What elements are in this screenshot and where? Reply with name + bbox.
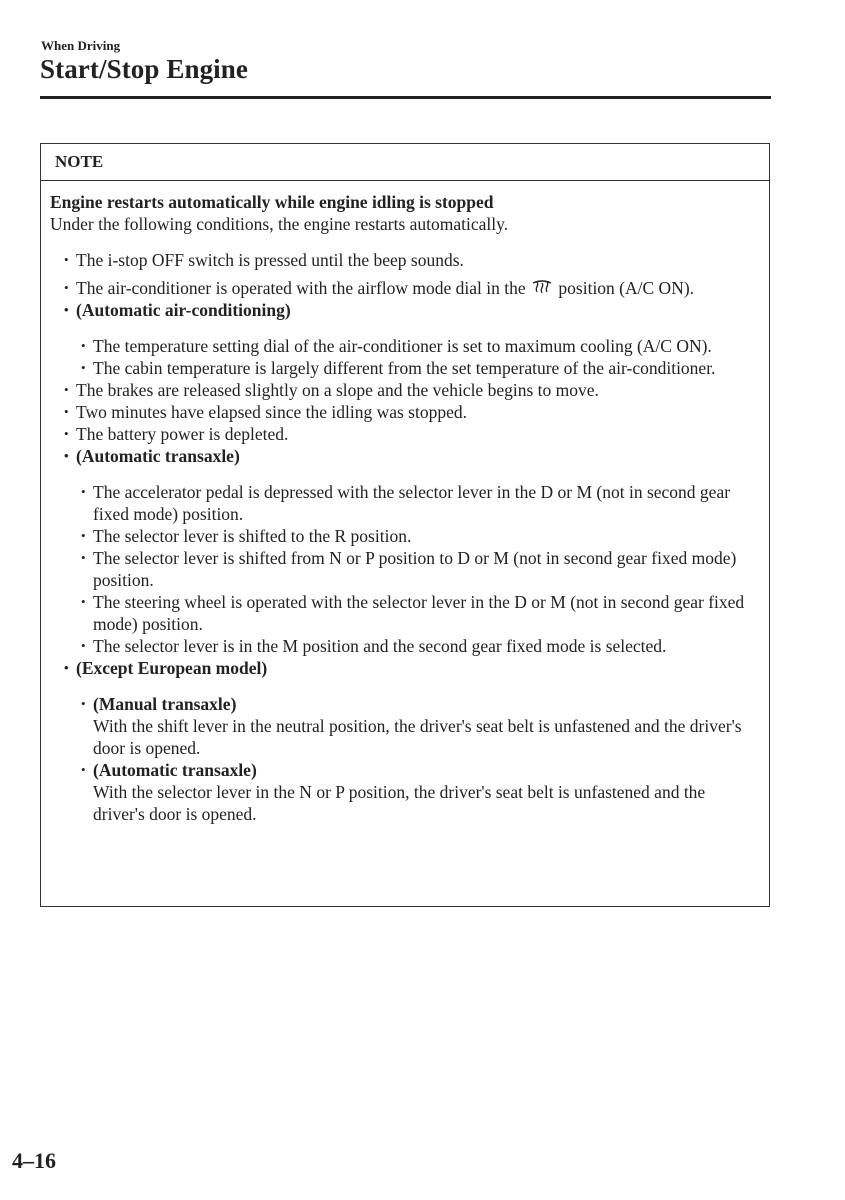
page-title: Start/Stop Engine <box>40 54 248 84</box>
sub-list-item: • The temperature setting dial of the air-conditioner is set to maximum cooling (A/C ON). <box>81 336 712 356</box>
sub-list-item: • (Automatic transaxle) With the selector lever in the N or P position, the driver's seat belt is unfastened and the driver's door is opened. <box>81 760 706 824</box>
bullet: • <box>81 638 86 653</box>
section-label: When Driving <box>41 38 121 53</box>
bullet: • <box>81 594 86 609</box>
bullet: • <box>64 660 69 675</box>
bullet: • <box>81 550 86 565</box>
sub-list-item: • (Manual transaxle) With the shift lever in the neutral position, the driver's seat belt is unfastened and the driver's door is opened. <box>81 694 742 758</box>
windshield-defroster-icon <box>530 278 554 296</box>
note-box <box>40 143 770 907</box>
bullet: • <box>81 338 86 353</box>
list-item: • (Automatic transaxle) <box>64 446 240 466</box>
bullet: • <box>64 252 69 267</box>
note-label: NOTE <box>41 144 769 181</box>
bullet: • <box>64 426 69 441</box>
bullet: • <box>64 382 69 397</box>
note-body <box>41 181 769 825</box>
bullet: • <box>81 762 86 777</box>
list-item: • The air-conditioner is operated with the airflow mode dial in the position (A/C ON). <box>64 278 695 298</box>
page-number: 4–16 <box>12 1148 56 1173</box>
list-item: • The i-stop OFF switch is pressed until the beep sounds. <box>64 250 464 270</box>
sub-list-item: • The accelerator pedal is depressed with the selector lever in the D or M (not in second gear fixed mode) position. <box>81 482 731 524</box>
bullet: • <box>81 360 86 375</box>
list-item: • (Automatic air-conditioning) <box>64 300 291 320</box>
note-heading: Engine restarts automatically while engine idling is stopped <box>50 192 494 212</box>
sub-list-item: • The selector lever is shifted from N or P position to D or M (not in second gear fixed mode) position. <box>81 548 737 590</box>
list-item: • The brakes are released slightly on a slope and the vehicle begins to move. <box>64 380 599 400</box>
list-item: • (Except European model) <box>64 658 268 678</box>
title-rule <box>40 96 771 99</box>
sub-list-item: • The steering wheel is operated with the selector lever in the D or M (not in second gear fixed mode) position. <box>81 592 745 634</box>
bullet: • <box>64 404 69 419</box>
bullet: • <box>81 696 86 711</box>
bullet: • <box>81 484 86 499</box>
sub-list-item: • The cabin temperature is largely different from the set temperature of the air-conditioner. <box>81 358 716 378</box>
bullet: • <box>64 280 69 295</box>
list-item: • The battery power is depleted. <box>64 424 289 444</box>
bullet: • <box>64 302 69 317</box>
sub-list-item: • The selector lever is shifted to the R position. <box>81 526 412 546</box>
note-intro: Under the following conditions, the engine restarts automatically. <box>50 214 509 234</box>
bullet: • <box>81 528 86 543</box>
list-item: • Two minutes have elapsed since the idling was stopped. <box>64 402 467 422</box>
bullet: • <box>64 448 69 463</box>
sub-list-item: • The selector lever is in the M position and the second gear fixed mode is selected. <box>81 636 667 656</box>
